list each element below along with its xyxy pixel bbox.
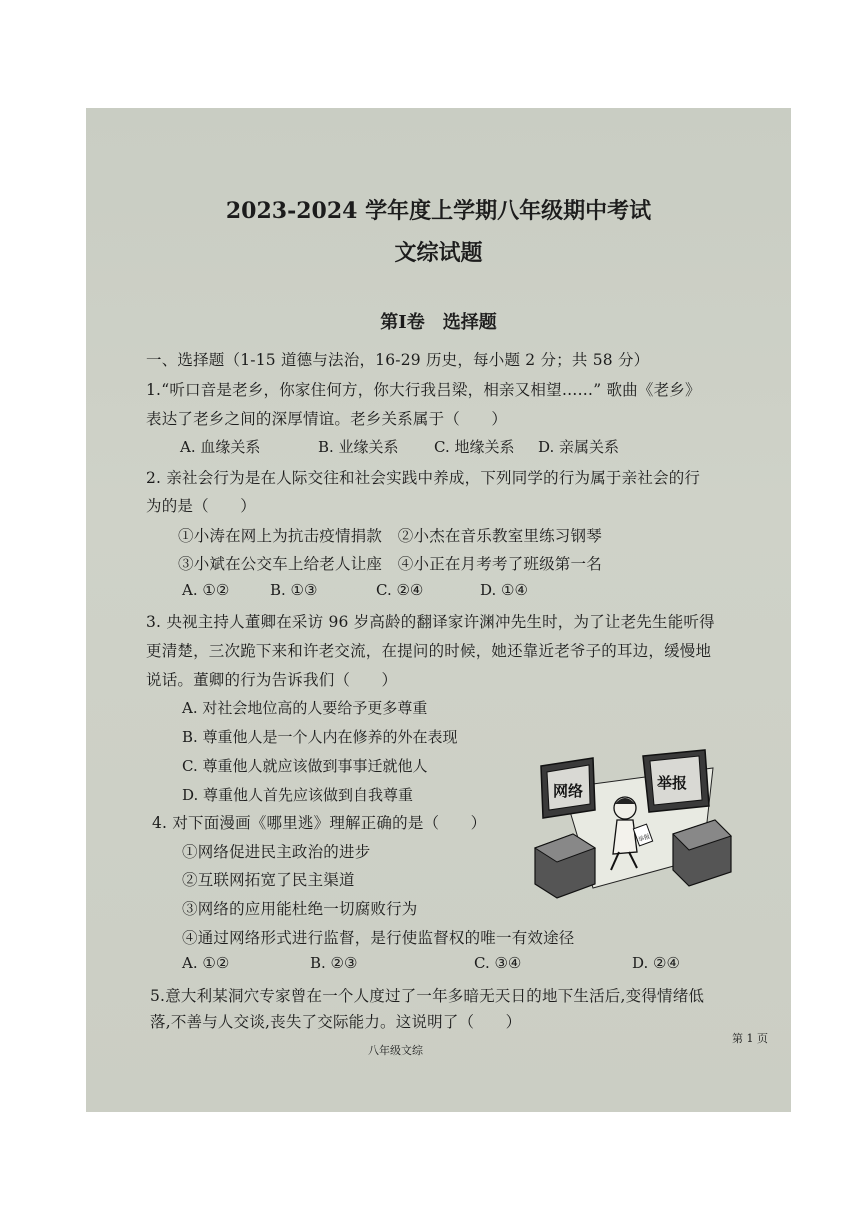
q2-option-b: B. ①③	[270, 581, 318, 599]
q3-stem-line: 更清楚，三次跪下来和许老交流，在提问的时候，她还靠近老爷子的耳边，缓慢地	[146, 642, 712, 660]
q1-option-b: B. 业缘关系	[318, 438, 399, 456]
exam-title: 2023-2024 学年度上学期八年级期中考试	[225, 198, 652, 224]
report-monitor	[643, 750, 709, 812]
q1-option-d: D. 亲属关系	[538, 438, 620, 456]
q3-stem-line: 3. 央视主持人董卿在采访 96 岁高龄的翻译家许渊冲先生时，为了让老先生能听得	[146, 613, 715, 631]
footer-subject: 八年级文综	[368, 1044, 423, 1057]
report-paper-label: 举报	[637, 832, 652, 844]
q5-stem-line: 5.意大利某洞穴专家曾在一个人度过了一年多暗无天日的地下生活后,变得情绪低	[150, 987, 705, 1005]
network-monitor	[541, 758, 595, 818]
cartoon-illustration	[533, 748, 733, 903]
q2-option-a: A. ①②	[182, 581, 230, 599]
q3-option-c: C. 尊重他人就应该做到事事迁就他人	[182, 757, 428, 775]
q4-option-d: D. ②④	[632, 954, 680, 972]
q4-option-c: C. ③④	[474, 954, 522, 972]
q4-statement: ③网络的应用能杜绝一切腐败行为	[182, 900, 418, 918]
q4-statement: ②互联网拓宽了民主渠道	[182, 871, 355, 889]
q4-option-b: B. ②③	[310, 954, 358, 972]
section-heading: 第Ⅰ卷 选择题	[380, 312, 497, 333]
q1-option-c: C. 地缘关系	[434, 438, 515, 456]
q1-stem-line: 表达了老乡之间的深厚情谊。老乡关系属于（ ）	[146, 410, 508, 428]
q1-stem-line: 1.“听口音是老乡，你家住何方，你大行我吕梁，相亲又相望……” 歌曲《老乡》	[146, 381, 701, 399]
network-sign: 网络	[553, 782, 584, 800]
q3-stem-line: 说话。董卿的行为告诉我们（ ）	[146, 671, 398, 689]
q4-option-a: A. ①②	[182, 954, 230, 972]
q2-option-d: D. ①④	[480, 581, 528, 599]
q2-statement: ①小涛在网上为抗击疫情捐款 ②小杰在音乐教室里练习钢琴	[178, 527, 602, 545]
q2-stem-line: 为的是（ ）	[146, 497, 256, 515]
q2-statement: ③小斌在公交车上给老人让座 ④小正在月考考了班级第一名	[178, 555, 602, 573]
report-sign: 举报	[657, 774, 688, 792]
q3-option-a: A. 对社会地位高的人要给予更多尊重	[182, 699, 428, 717]
q3-option-d: D. 尊重他人首先应该做到自我尊重	[182, 786, 414, 804]
exam-paper	[86, 108, 791, 1112]
q5-stem-line: 落,不善与人交谈,丧失了交际能力。这说明了（ ）	[150, 1013, 522, 1031]
q4-stem-line: 4. 对下面漫画《哪里逃》理解正确的是（ ）	[152, 814, 487, 832]
q4-statement: ①网络促进民主政治的进步	[182, 843, 371, 861]
q2-stem-line: 2. 亲社会行为是在人际交往和社会实践中养成，下列同学的行为属于亲社会的行	[146, 469, 701, 487]
q3-option-b: B. 尊重他人是一个人内在修养的外在表现	[182, 728, 458, 746]
instructions: 一、选择题（1-15 道德与法治，16-29 历史，每小题 2 分；共 58 分）	[146, 351, 650, 369]
q2-option-c: C. ②④	[376, 581, 424, 599]
page-number: 第 1 页	[732, 1032, 768, 1045]
exam-subtitle: 文综试题	[394, 240, 483, 266]
q4-statement: ④通过网络形式进行监督，是行使监督权的唯一有效途径	[182, 929, 575, 947]
q1-option-a: A. 血缘关系	[180, 438, 261, 456]
